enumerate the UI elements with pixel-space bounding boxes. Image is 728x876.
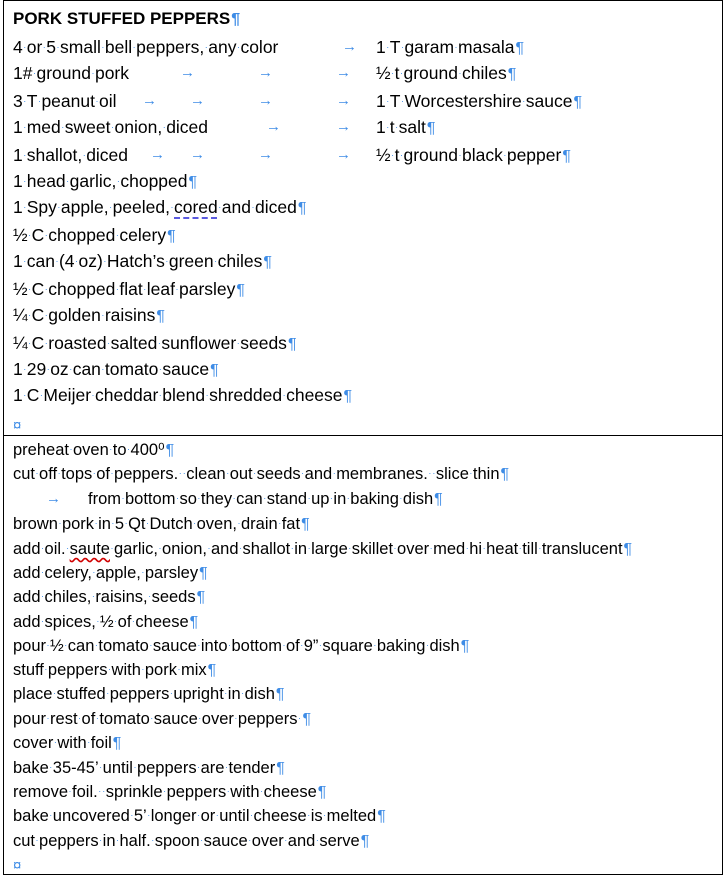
ingredient-left: 3·T·peanut·oil xyxy=(13,91,117,111)
step-line: place·stuffed·peppers·upright·in·dish¶ xyxy=(13,685,285,703)
step-line: add·spices,·½·of·cheese¶ xyxy=(13,613,199,631)
ingredient-right: ½·t·ground·black·pepper¶ xyxy=(376,145,571,165)
step-line: bake·35-45’·until·peppers·are·tender¶ xyxy=(13,759,285,777)
tab-mark: → xyxy=(336,118,351,135)
ingredient-left: 1#·ground·pork xyxy=(13,63,130,83)
ingredient-line: ½·C·chopped·celery¶ xyxy=(13,225,176,245)
ingredient-line: ¼·C·roasted·salted·sunflower·seeds¶ xyxy=(13,333,297,353)
step-line: brown·pork·in·5·Qt·Dutch·oven,·drain·fat¶ xyxy=(13,515,310,533)
step-line: stuff·peppers·with·pork·mix¶ xyxy=(13,661,217,679)
step-line: from·bottom·so·they·can·stand·up·in·baking·dish¶ xyxy=(88,490,443,508)
ingredient-left: 1·med·sweet·onion,·diced xyxy=(13,117,209,137)
ingredient-line: 1·can·(4·oz)·Hatch’s·green·chiles¶ xyxy=(13,251,272,271)
ingredient-line: 1·C·Meijer·cheddar·blend·shredded·cheese¶ xyxy=(13,385,353,405)
step-line: cut·peppers·in·half.·spoon·sauce·over·and·serve¶ xyxy=(13,832,370,850)
step-line: add·oil.·saute·garlic,·onion,·and·shallot·in·large·skillet·over·med·hi·heat·till·translucent¶ xyxy=(13,540,633,558)
cell-end-mark: ¤ xyxy=(13,417,22,434)
tab-mark: → xyxy=(46,490,61,507)
ingredient-line: 1·Spy·apple,·peeled,·cored·and·diced¶ xyxy=(13,197,307,217)
tab-mark: → xyxy=(180,64,195,81)
step-line: add·celery,·apple,·parsley¶ xyxy=(13,564,208,582)
tab-mark: → xyxy=(142,92,157,109)
cell-end-mark-bottom: ¤ xyxy=(13,857,22,874)
ingredient-line: 1·29·oz·can·tomato·sauce¶ xyxy=(13,359,219,379)
step-line: bake·uncovered·5’·longer·or·until·cheese·is·melted¶ xyxy=(13,807,386,825)
pilcrow-mark: ¶ xyxy=(231,11,241,28)
tab-mark: → xyxy=(336,64,351,81)
ingredient-line: 1·head·garlic,·chopped¶ xyxy=(13,171,198,191)
recipe-title xyxy=(13,9,240,30)
ingredient-right: 1·t·salt¶ xyxy=(376,117,436,137)
ingredient-right: 1·T·Worcestershire·sauce¶ xyxy=(376,91,583,111)
tab-mark: → xyxy=(266,118,281,135)
ingredient-right: 1·T·garam·masala¶ xyxy=(376,37,525,57)
ingredient-line: ¼·C·golden·raisins¶ xyxy=(13,305,165,325)
tab-mark: → xyxy=(258,64,273,81)
tab-mark: → xyxy=(190,146,205,163)
step-line: add·chiles,·raisins,·seeds¶ xyxy=(13,588,206,606)
tab-mark: → xyxy=(190,92,205,109)
step-line: pour·rest·of·tomato·sauce·over·peppers·¶ xyxy=(13,710,312,728)
ingredient-right: ½·t·ground·chiles¶ xyxy=(376,63,517,83)
tab-mark: → xyxy=(336,146,351,163)
step-line: cut·off·tops·of·peppers.··clean·out·seeds·and·membranes.··slice·thin¶ xyxy=(13,465,510,483)
step-line: preheat·oven·to·400⁰¶ xyxy=(13,441,175,459)
ingredient-left: 1·shallot,·diced xyxy=(13,145,129,165)
ingredient-line: ½·C·chopped·flat·leaf·parsley¶ xyxy=(13,279,245,299)
step-line: cover·with·foil¶ xyxy=(13,734,122,752)
recipe-title-text: PORK STUFFED PEPPERS xyxy=(13,9,231,28)
tab-mark: → xyxy=(150,146,165,163)
step-line: remove·foil.··sprinkle·peppers·with·cheese¶ xyxy=(13,783,327,801)
tab-mark: → xyxy=(336,92,351,109)
step-line: pour·½·can·tomato·sauce·into·bottom·of·9”·square·baking·dish¶ xyxy=(13,637,470,655)
tab-mark: → xyxy=(258,92,273,109)
ingredient-left: 4·or·5·small·bell·peppers,·any·color xyxy=(13,37,279,57)
tab-mark: → xyxy=(342,38,357,55)
tab-mark: → xyxy=(258,146,273,163)
